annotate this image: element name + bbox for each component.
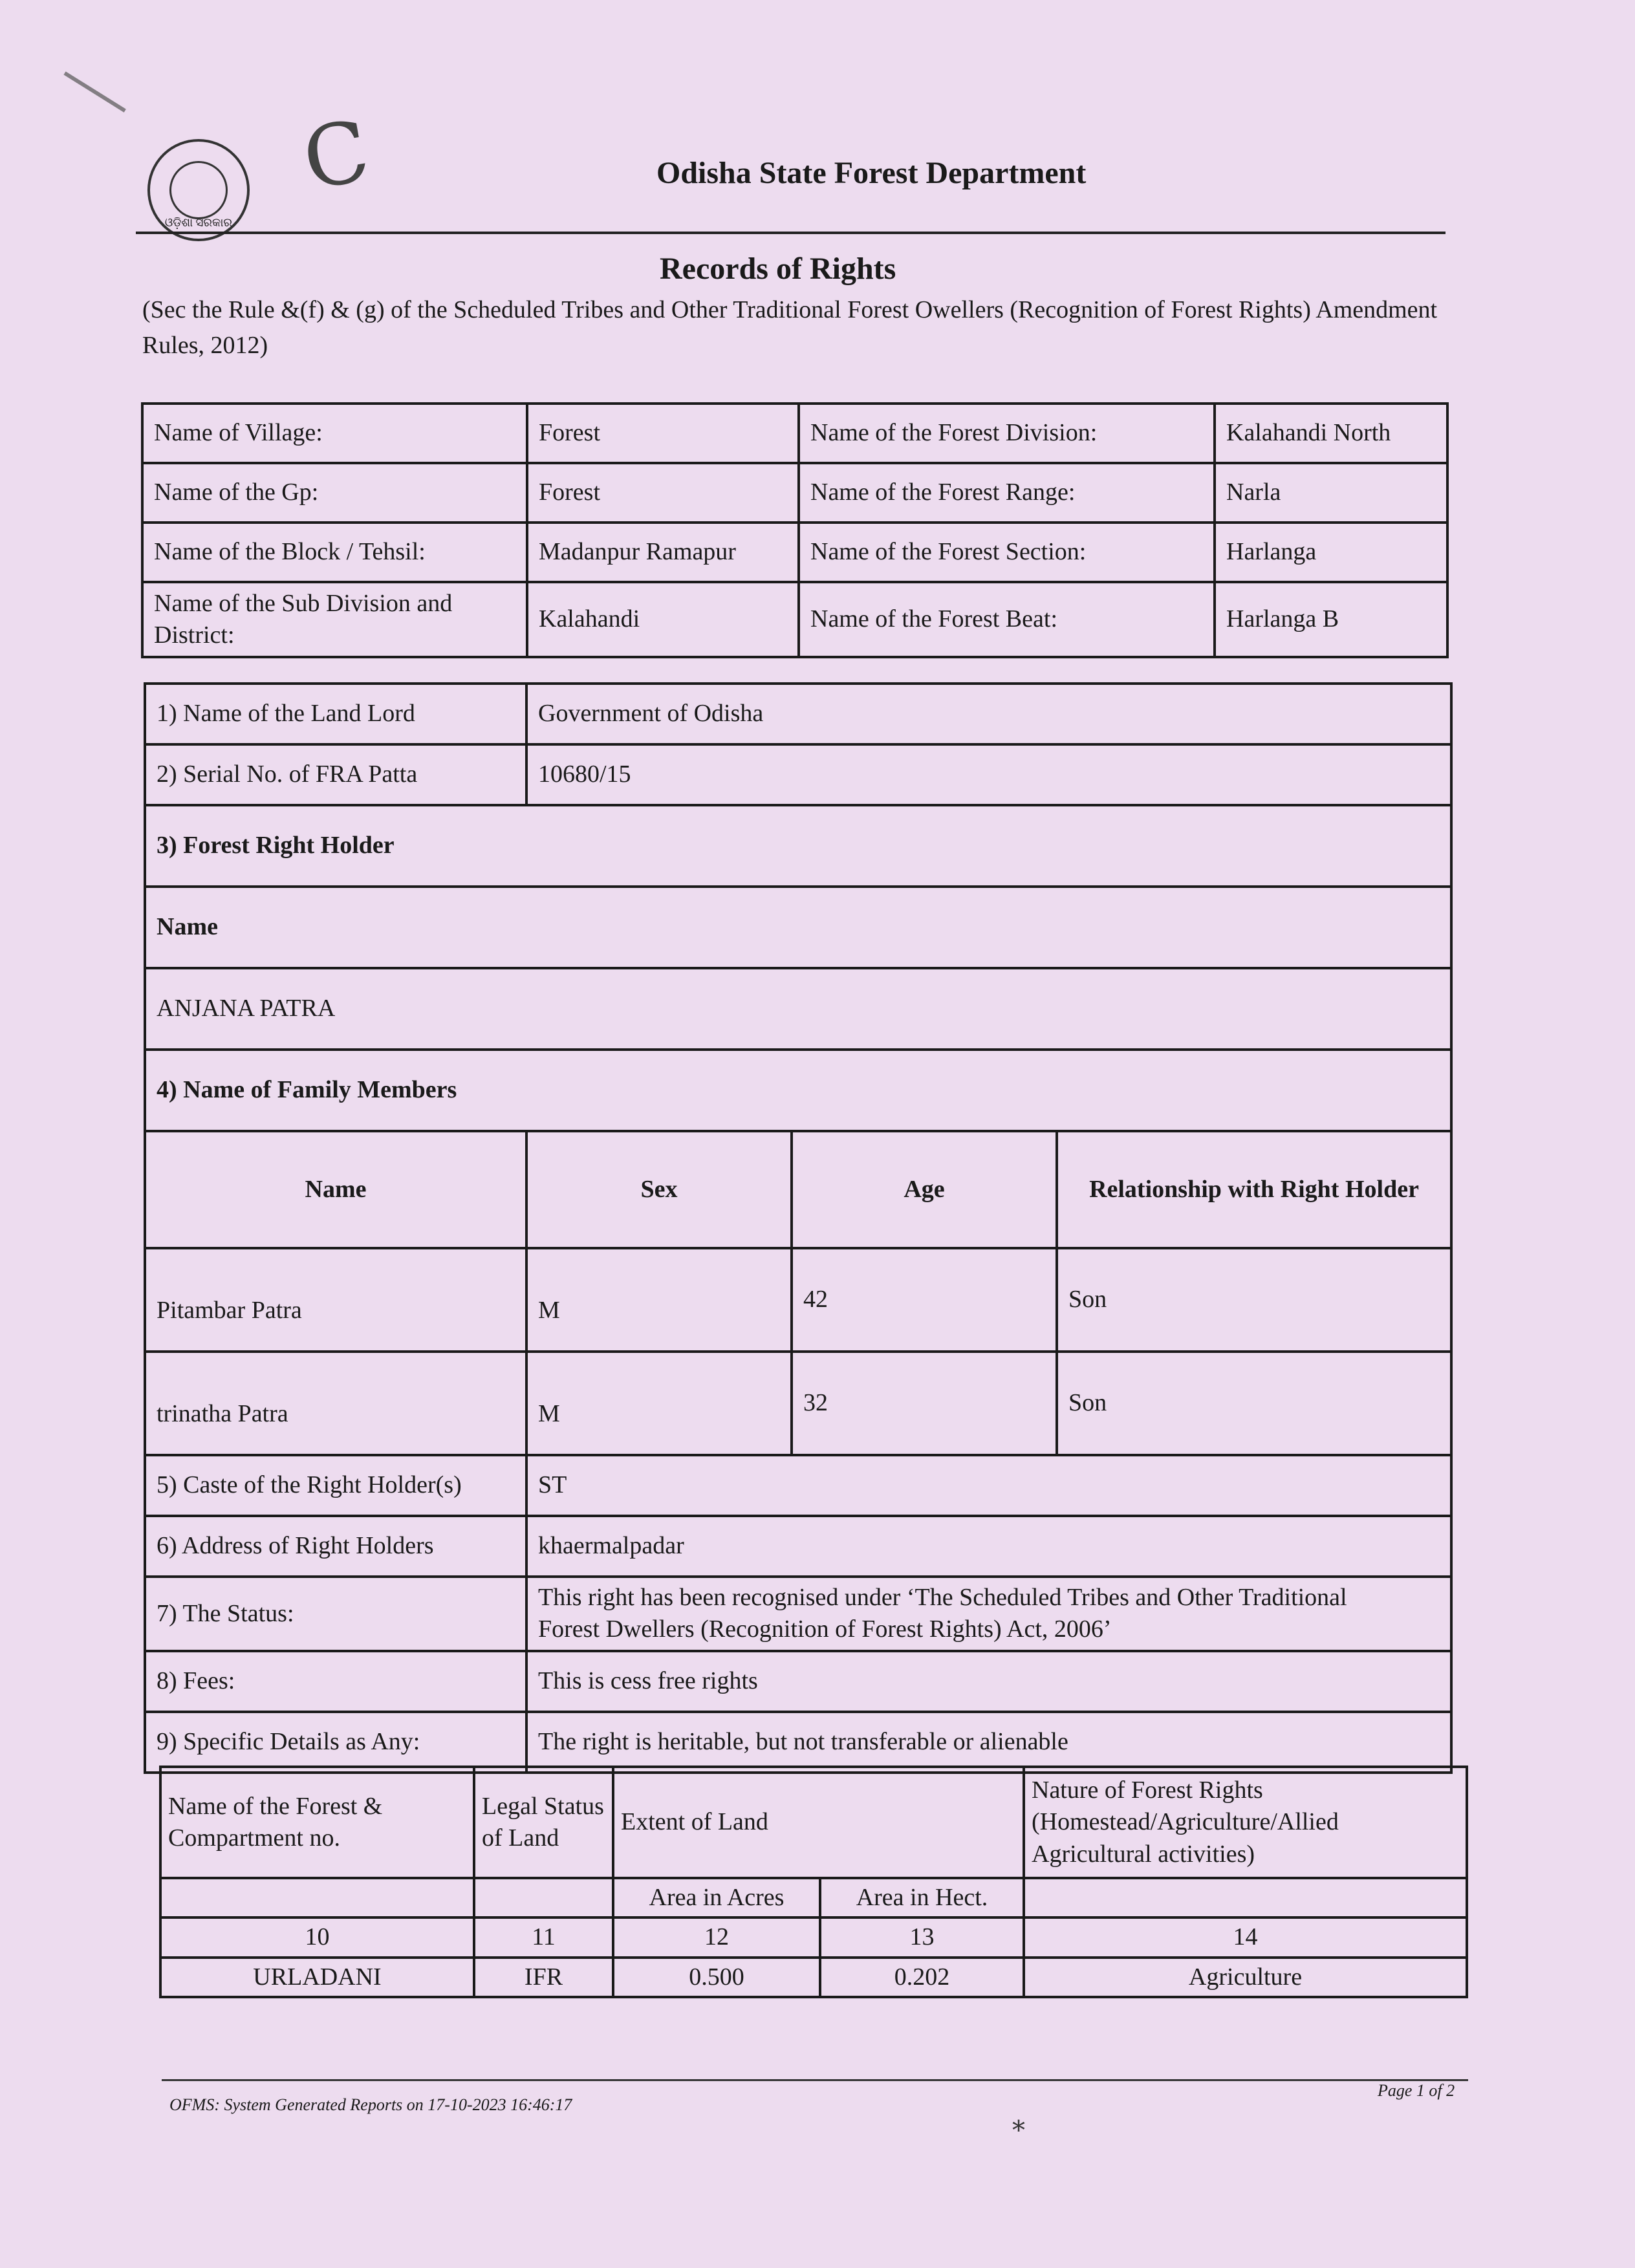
address-label: 6) Address of Right Holders bbox=[145, 1516, 526, 1577]
col-acres: Area in Acres bbox=[613, 1878, 820, 1917]
family-sex: M bbox=[526, 1248, 792, 1352]
caste-label: 5) Caste of the Right Holder(s) bbox=[145, 1455, 526, 1516]
forest-name: URLADANI bbox=[160, 1958, 474, 1997]
num-11: 11 bbox=[474, 1917, 613, 1957]
area-hect: 0.202 bbox=[820, 1958, 1024, 1997]
family-name: trinatha Patra bbox=[145, 1352, 526, 1455]
family-relation: Son bbox=[1057, 1248, 1451, 1352]
beat-label: Name of the Forest Beat: bbox=[799, 582, 1215, 657]
ink-speck: ⁎ bbox=[1012, 2108, 1025, 2137]
land-table bbox=[159, 1766, 1468, 1998]
table-row bbox=[145, 1712, 1451, 1773]
num-12: 12 bbox=[613, 1917, 820, 1957]
status-label: 7) The Status: bbox=[145, 1577, 526, 1651]
department-name: Odisha State Forest Department bbox=[656, 156, 1087, 190]
nature-of-rights: Agriculture bbox=[1024, 1958, 1467, 1997]
generated-timestamp: OFMS: System Generated Reports on 17-10-2023 16:46:17 bbox=[169, 2095, 572, 2114]
caste-value: ST bbox=[526, 1455, 1451, 1516]
village-value: Forest bbox=[527, 404, 799, 463]
block-value: Madanpur Ramapur bbox=[527, 523, 799, 582]
table-row bbox=[160, 1958, 1467, 1997]
num-10: 10 bbox=[160, 1917, 474, 1957]
division-value: Kalahandi North bbox=[1215, 404, 1447, 463]
document-subtitle: (Sec the Rule &(f) & (g) of the Scheduled Tribes and Other Traditional Forest Owellers (Recognition of Forest Rights) Amendment Rules, 2012) bbox=[142, 296, 1438, 360]
table-row bbox=[145, 1455, 1451, 1516]
page-number: Page 1 of 2 bbox=[1378, 2081, 1455, 2100]
table-row bbox=[145, 968, 1451, 1050]
rights-table bbox=[144, 682, 1453, 1774]
block-label: Name of the Block / Tehsil: bbox=[142, 523, 527, 582]
family-col-name: Name bbox=[145, 1131, 526, 1248]
table-row bbox=[160, 1878, 1467, 1917]
table-row bbox=[145, 744, 1451, 805]
table-row bbox=[145, 887, 1451, 968]
family-age: 32 bbox=[792, 1352, 1057, 1455]
address-value: khaermalpadar bbox=[526, 1516, 1451, 1577]
beat-value: Harlanga B bbox=[1215, 582, 1447, 657]
status-line-1: This right has been recognised under ‘The Scheduled Tribes and Other Traditional bbox=[538, 1584, 1347, 1611]
col-hect: Area in Hect. bbox=[820, 1878, 1024, 1917]
name-heading: Name bbox=[145, 887, 1451, 968]
section-value: Harlanga bbox=[1215, 523, 1447, 582]
serial-label: 2) Serial No. of FRA Patta bbox=[145, 744, 526, 805]
handwritten-mark: C bbox=[296, 101, 376, 210]
table-row bbox=[142, 463, 1447, 523]
range-value: Narla bbox=[1215, 463, 1447, 523]
odisha-emblem-seal-icon bbox=[147, 139, 250, 241]
empty-cell bbox=[1024, 1878, 1467, 1917]
document-title: Records of Rights bbox=[660, 252, 896, 286]
stray-mark bbox=[63, 71, 125, 112]
location-table bbox=[141, 402, 1449, 658]
table-row bbox=[145, 1352, 1451, 1455]
table-row bbox=[145, 1050, 1451, 1131]
col-legal: Legal Status of Land bbox=[474, 1767, 613, 1878]
table-row bbox=[160, 1767, 1467, 1878]
legal-status: IFR bbox=[474, 1958, 613, 1997]
table-row bbox=[145, 1577, 1451, 1651]
table-row bbox=[160, 1917, 1467, 1957]
details-value: The right is heritable, but not transferable or alienable bbox=[526, 1712, 1451, 1773]
section-label: Name of the Forest Section: bbox=[799, 523, 1215, 582]
village-label: Name of Village: bbox=[142, 404, 527, 463]
table-row bbox=[142, 523, 1447, 582]
family-col-sex: Sex bbox=[526, 1131, 792, 1248]
landlord-value: Government of Odisha bbox=[526, 684, 1451, 744]
subdivision-value: Kalahandi bbox=[527, 582, 799, 657]
landlord-label: 1) Name of the Land Lord bbox=[145, 684, 526, 744]
fees-value: This is cess free rights bbox=[526, 1651, 1451, 1712]
gp-value: Forest bbox=[527, 463, 799, 523]
family-name: Pitambar Patra bbox=[145, 1248, 526, 1352]
table-row bbox=[145, 684, 1451, 744]
division-label: Name of the Forest Division: bbox=[799, 404, 1215, 463]
family-heading: 4) Name of Family Members bbox=[145, 1050, 1451, 1131]
details-label: 9) Specific Details as Any: bbox=[145, 1712, 526, 1773]
family-sex: M bbox=[526, 1352, 792, 1455]
holder-name: ANJANA PATRA bbox=[145, 968, 1451, 1050]
empty-cell bbox=[474, 1878, 613, 1917]
num-13: 13 bbox=[820, 1917, 1024, 1957]
family-col-relation: Relationship with Right Holder bbox=[1057, 1131, 1451, 1248]
gp-label: Name of the Gp: bbox=[142, 463, 527, 523]
range-label: Name of the Forest Range: bbox=[799, 463, 1215, 523]
serial-value: 10680/15 bbox=[526, 744, 1451, 805]
status-line-2: Forest Dwellers (Recognition of Forest Rights) Act, 2006’ bbox=[538, 1615, 1112, 1643]
col-forest: Name of the Forest & Compartment no. bbox=[160, 1767, 474, 1878]
family-col-age: Age bbox=[792, 1131, 1057, 1248]
empty-cell bbox=[160, 1878, 474, 1917]
table-row bbox=[145, 805, 1451, 887]
col-nature: Nature of Forest Rights (Homestead/Agriculture/Allied Agricultural activities) bbox=[1024, 1767, 1467, 1878]
header-divider bbox=[136, 232, 1446, 234]
col-extent: Extent of Land bbox=[613, 1767, 1024, 1878]
table-row bbox=[145, 1651, 1451, 1712]
subdivision-label: Name of the Sub Division and District: bbox=[142, 582, 527, 657]
num-14: 14 bbox=[1024, 1917, 1467, 1957]
table-row bbox=[142, 404, 1447, 463]
footer-divider bbox=[162, 2079, 1468, 2081]
fees-label: 8) Fees: bbox=[145, 1651, 526, 1712]
table-row bbox=[145, 1516, 1451, 1577]
table-row bbox=[145, 1248, 1451, 1352]
family-age: 42 bbox=[792, 1248, 1057, 1352]
seal-text: ଓଡ଼ିଶା ସରକାର bbox=[164, 216, 233, 229]
table-row bbox=[142, 582, 1447, 657]
family-relation: Son bbox=[1057, 1352, 1451, 1455]
holder-heading: 3) Forest Right Holder bbox=[145, 805, 1451, 887]
area-acres: 0.500 bbox=[613, 1958, 820, 1997]
family-header-row bbox=[145, 1131, 1451, 1248]
status-value bbox=[526, 1577, 1451, 1651]
